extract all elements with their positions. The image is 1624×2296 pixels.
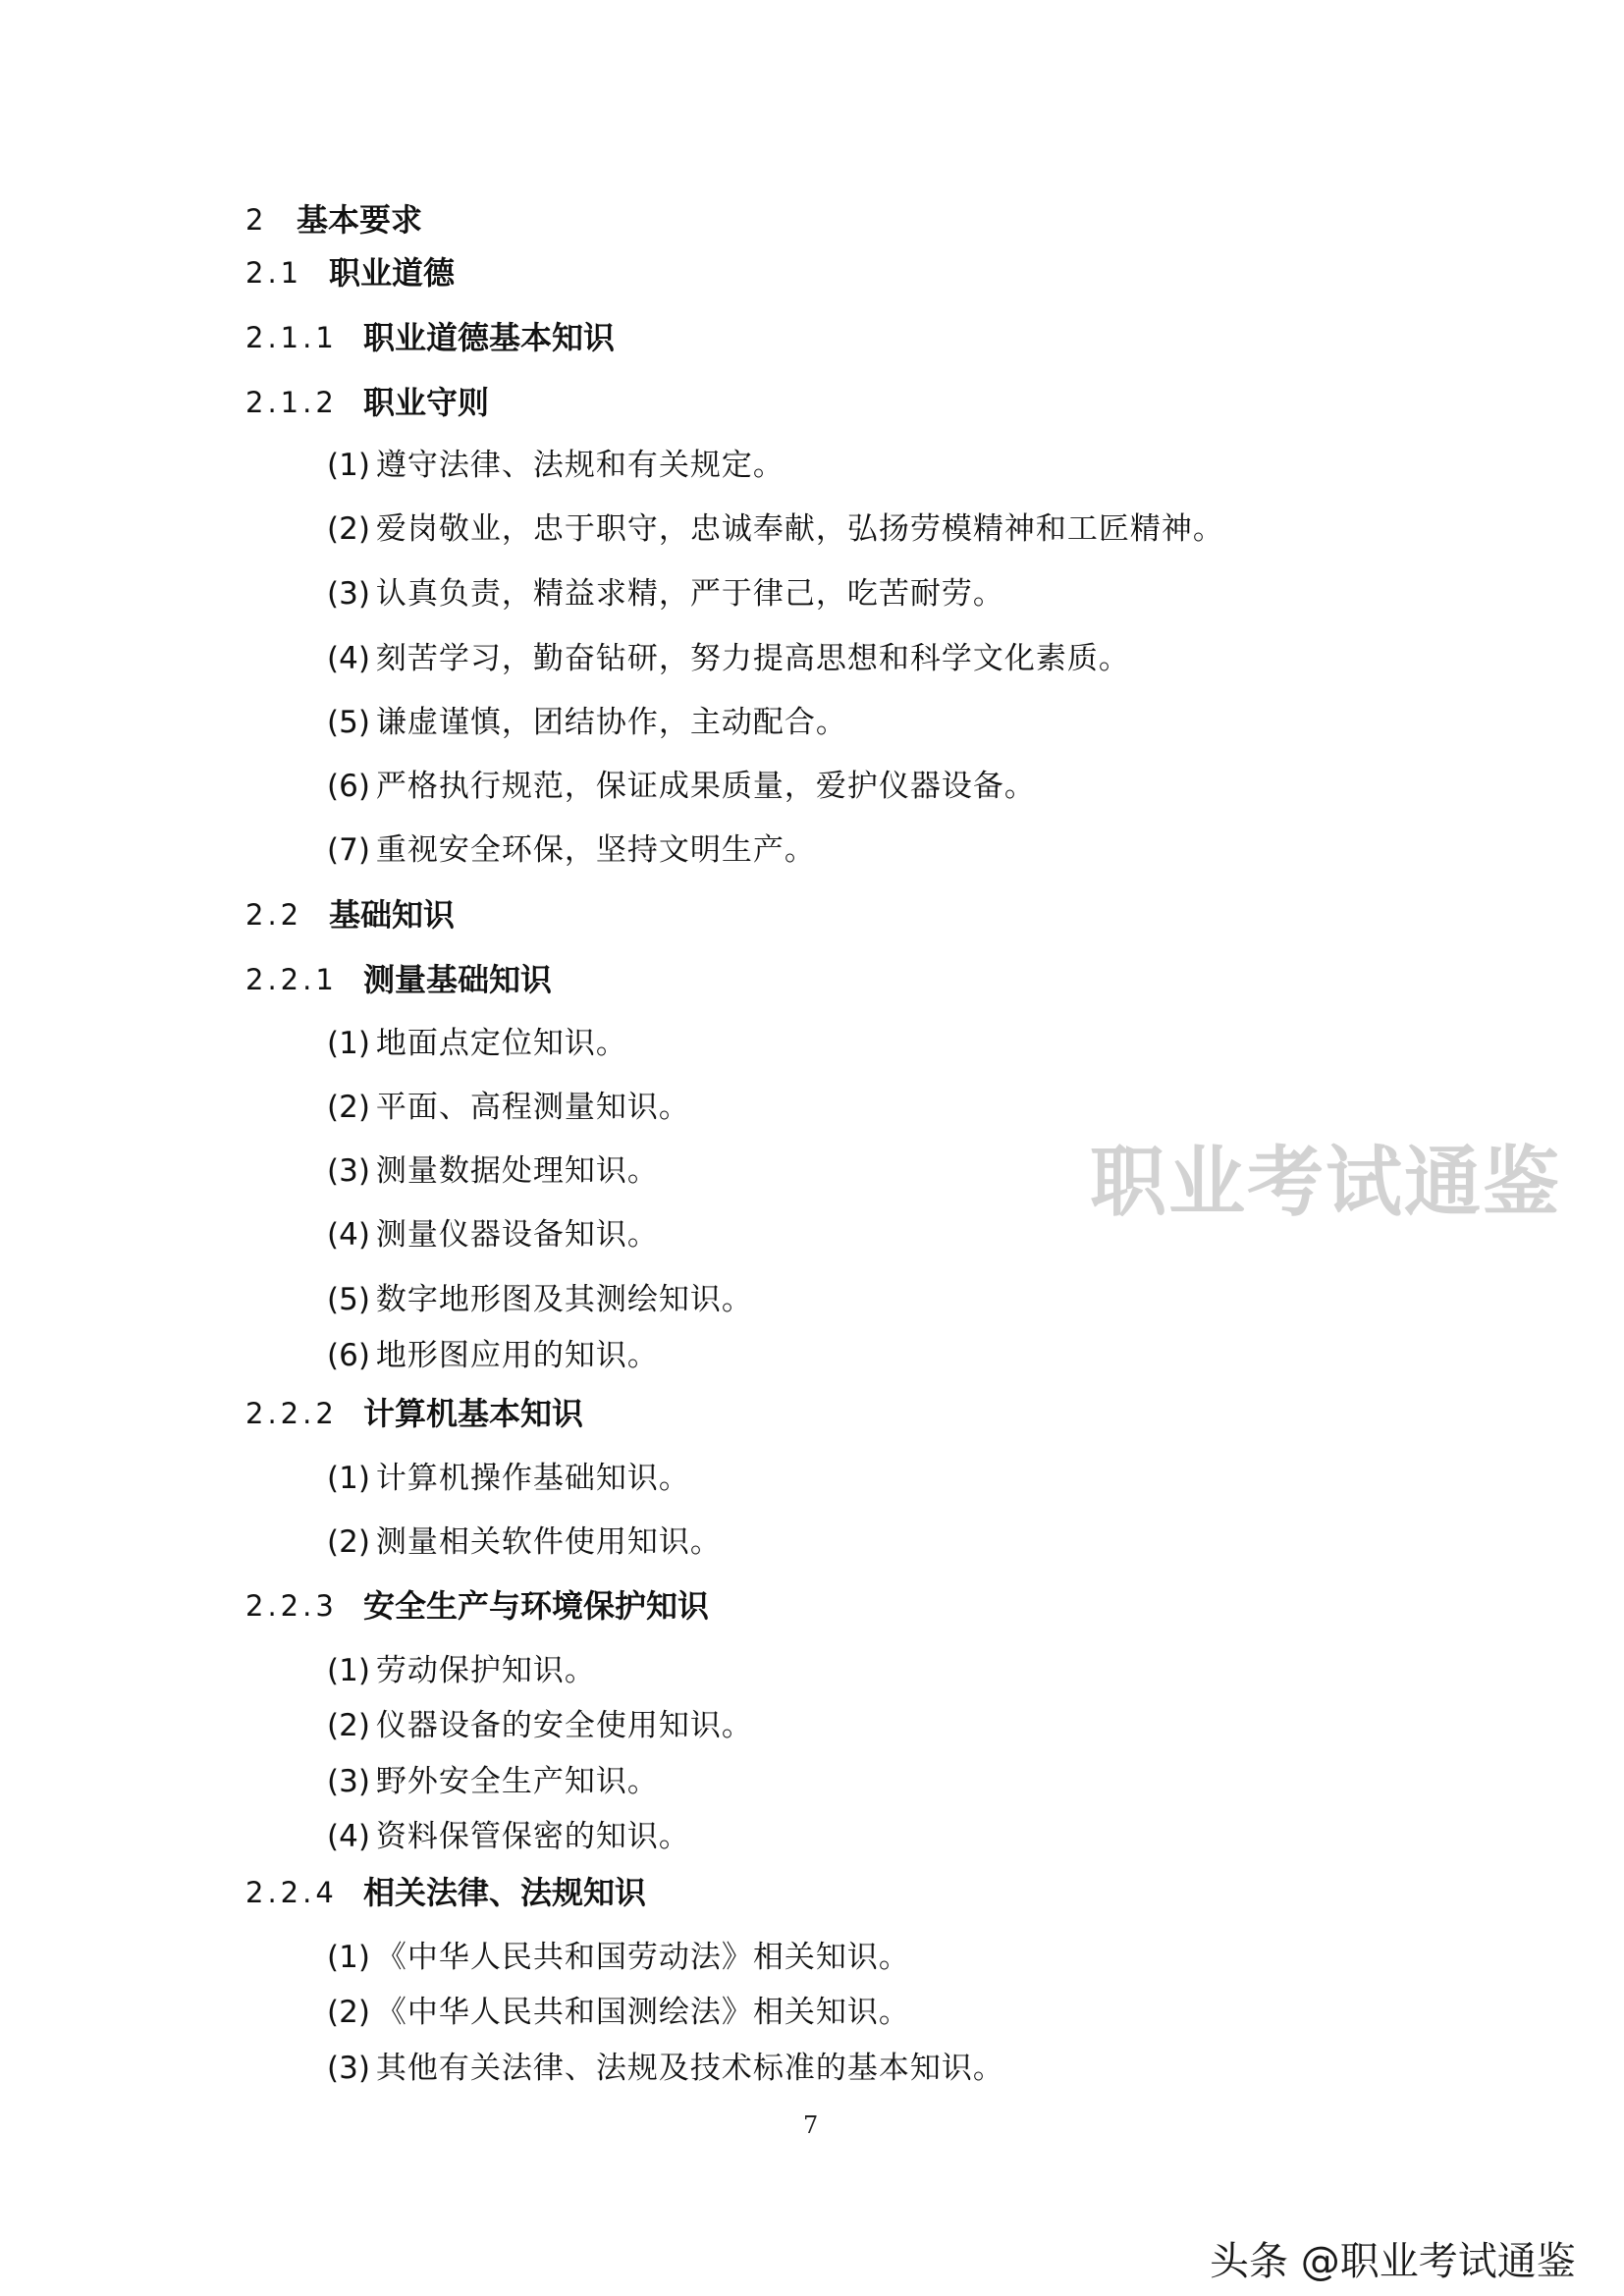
item-text: 其他有关法律、法规及技术标准的基本知识。 [375, 2051, 1004, 2086]
item-text: 《中华人民共和国劳动法》相关知识。 [375, 1940, 910, 1975]
item-prefix: (2) [327, 1090, 370, 1125]
item-prefix: (2) [327, 511, 370, 547]
list-item [327, 703, 847, 742]
section-title: 职业道德基本知识 [363, 319, 616, 356]
item-prefix: (5) [327, 1282, 370, 1317]
item-prefix: (5) [327, 705, 370, 740]
list-item [327, 1817, 690, 1856]
list-item [327, 639, 1130, 678]
section-number: 2.2.3 [245, 1589, 338, 1623]
list-item [327, 1762, 659, 1801]
page-number: 7 [803, 2111, 819, 2139]
list-item [327, 1024, 627, 1063]
section-number: 2.2.1 [245, 963, 338, 996]
item-prefix: (1) [327, 1026, 370, 1061]
section-number: 2.1.2 [245, 386, 338, 419]
item-text: 认真负责，精益求精，严于律己，吃苦耐劳。 [375, 576, 1004, 612]
item-prefix: (1) [327, 1461, 370, 1496]
section-title: 测量基础知识 [363, 961, 553, 998]
list-item [327, 1088, 690, 1127]
item-text: 计算机操作基础知识。 [375, 1461, 690, 1496]
item-text: 测量数据处理知识。 [375, 1153, 659, 1189]
item-prefix: (2) [327, 1524, 370, 1560]
list-item [327, 1336, 659, 1375]
list-item [327, 1522, 722, 1562]
item-text: 刻苦学习，勤奋钻研，努力提高思想和科学文化素质。 [375, 641, 1130, 676]
item-text: 测量相关软件使用知识。 [375, 1524, 722, 1560]
item-prefix: (2) [327, 1708, 370, 1743]
item-text: 资料保管保密的知识。 [375, 1819, 690, 1854]
item-prefix: (3) [327, 1764, 370, 1799]
list-item [327, 509, 1224, 549]
section-title: 相关法律、法规知识 [363, 1874, 647, 1911]
section-number: 2.1.1 [245, 321, 338, 354]
section-title: 安全生产与环境保护知识 [363, 1587, 710, 1625]
item-prefix: (2) [327, 1995, 370, 2030]
section-number: 2 [245, 203, 268, 237]
list-item [327, 1651, 596, 1690]
item-prefix: (4) [327, 641, 370, 676]
section-title: 基本要求 [297, 201, 423, 239]
section-title: 基础知识 [329, 896, 456, 934]
item-text: 地面点定位知识。 [375, 1026, 627, 1061]
footer-brand[interactable]: 头条 @职业考试通鉴 [1210, 2239, 1576, 2284]
item-prefix: (6) [327, 1338, 370, 1373]
item-text: 地形图应用的知识。 [375, 1338, 659, 1373]
list-item [327, 574, 1004, 614]
item-text: 数字地形图及其测绘知识。 [375, 1282, 753, 1317]
item-prefix: (3) [327, 2051, 370, 2086]
list-item [327, 1151, 659, 1191]
section-number: 2.2 [245, 898, 303, 932]
item-text: 测量仪器设备知识。 [375, 1217, 659, 1253]
section-number: 2.1 [245, 256, 303, 290]
section-title: 职业道德 [329, 254, 456, 292]
item-prefix: (4) [327, 1217, 370, 1253]
list-item [327, 1938, 910, 1977]
item-prefix: (1) [327, 1940, 370, 1975]
section-title: 职业守则 [363, 384, 490, 421]
item-text: 严格执行规范，保证成果质量，爱护仪器设备。 [375, 769, 1036, 804]
item-text: 《中华人民共和国测绘法》相关知识。 [375, 1995, 910, 2030]
item-text: 仪器设备的安全使用知识。 [375, 1708, 753, 1743]
section-number: 2.2.4 [245, 1876, 338, 1909]
item-text: 遵守法律、法规和有关规定。 [375, 448, 785, 483]
list-item [327, 1215, 659, 1255]
item-prefix: (6) [327, 769, 370, 804]
item-text: 平面、高程测量知识。 [375, 1090, 690, 1125]
list-item [327, 1280, 753, 1319]
item-text: 谦虚谨慎，团结协作，主动配合。 [375, 705, 847, 740]
list-item [327, 1706, 753, 1745]
list-item [327, 830, 816, 870]
section-title: 计算机基本知识 [363, 1395, 584, 1432]
item-text: 野外安全生产知识。 [375, 1764, 659, 1799]
watermark-text: 职业考试通鉴 [1090, 1139, 1562, 1227]
item-text: 重视安全环保，坚持文明生产。 [375, 832, 816, 868]
list-item [327, 446, 785, 485]
item-prefix: (3) [327, 1153, 370, 1189]
item-text: 劳动保护知识。 [375, 1653, 596, 1688]
section-number: 2.2.2 [245, 1397, 338, 1430]
item-prefix: (4) [327, 1819, 370, 1854]
list-item [327, 2049, 1004, 2088]
item-prefix: (1) [327, 1653, 370, 1688]
item-text: 爱岗敬业，忠于职守，忠诚奉献，弘扬劳模精神和工匠精神。 [375, 511, 1224, 547]
list-item [327, 1993, 910, 2032]
list-item [327, 1459, 690, 1498]
item-prefix: (3) [327, 576, 370, 612]
item-prefix: (7) [327, 832, 370, 868]
list-item [327, 767, 1036, 806]
item-prefix: (1) [327, 448, 370, 483]
